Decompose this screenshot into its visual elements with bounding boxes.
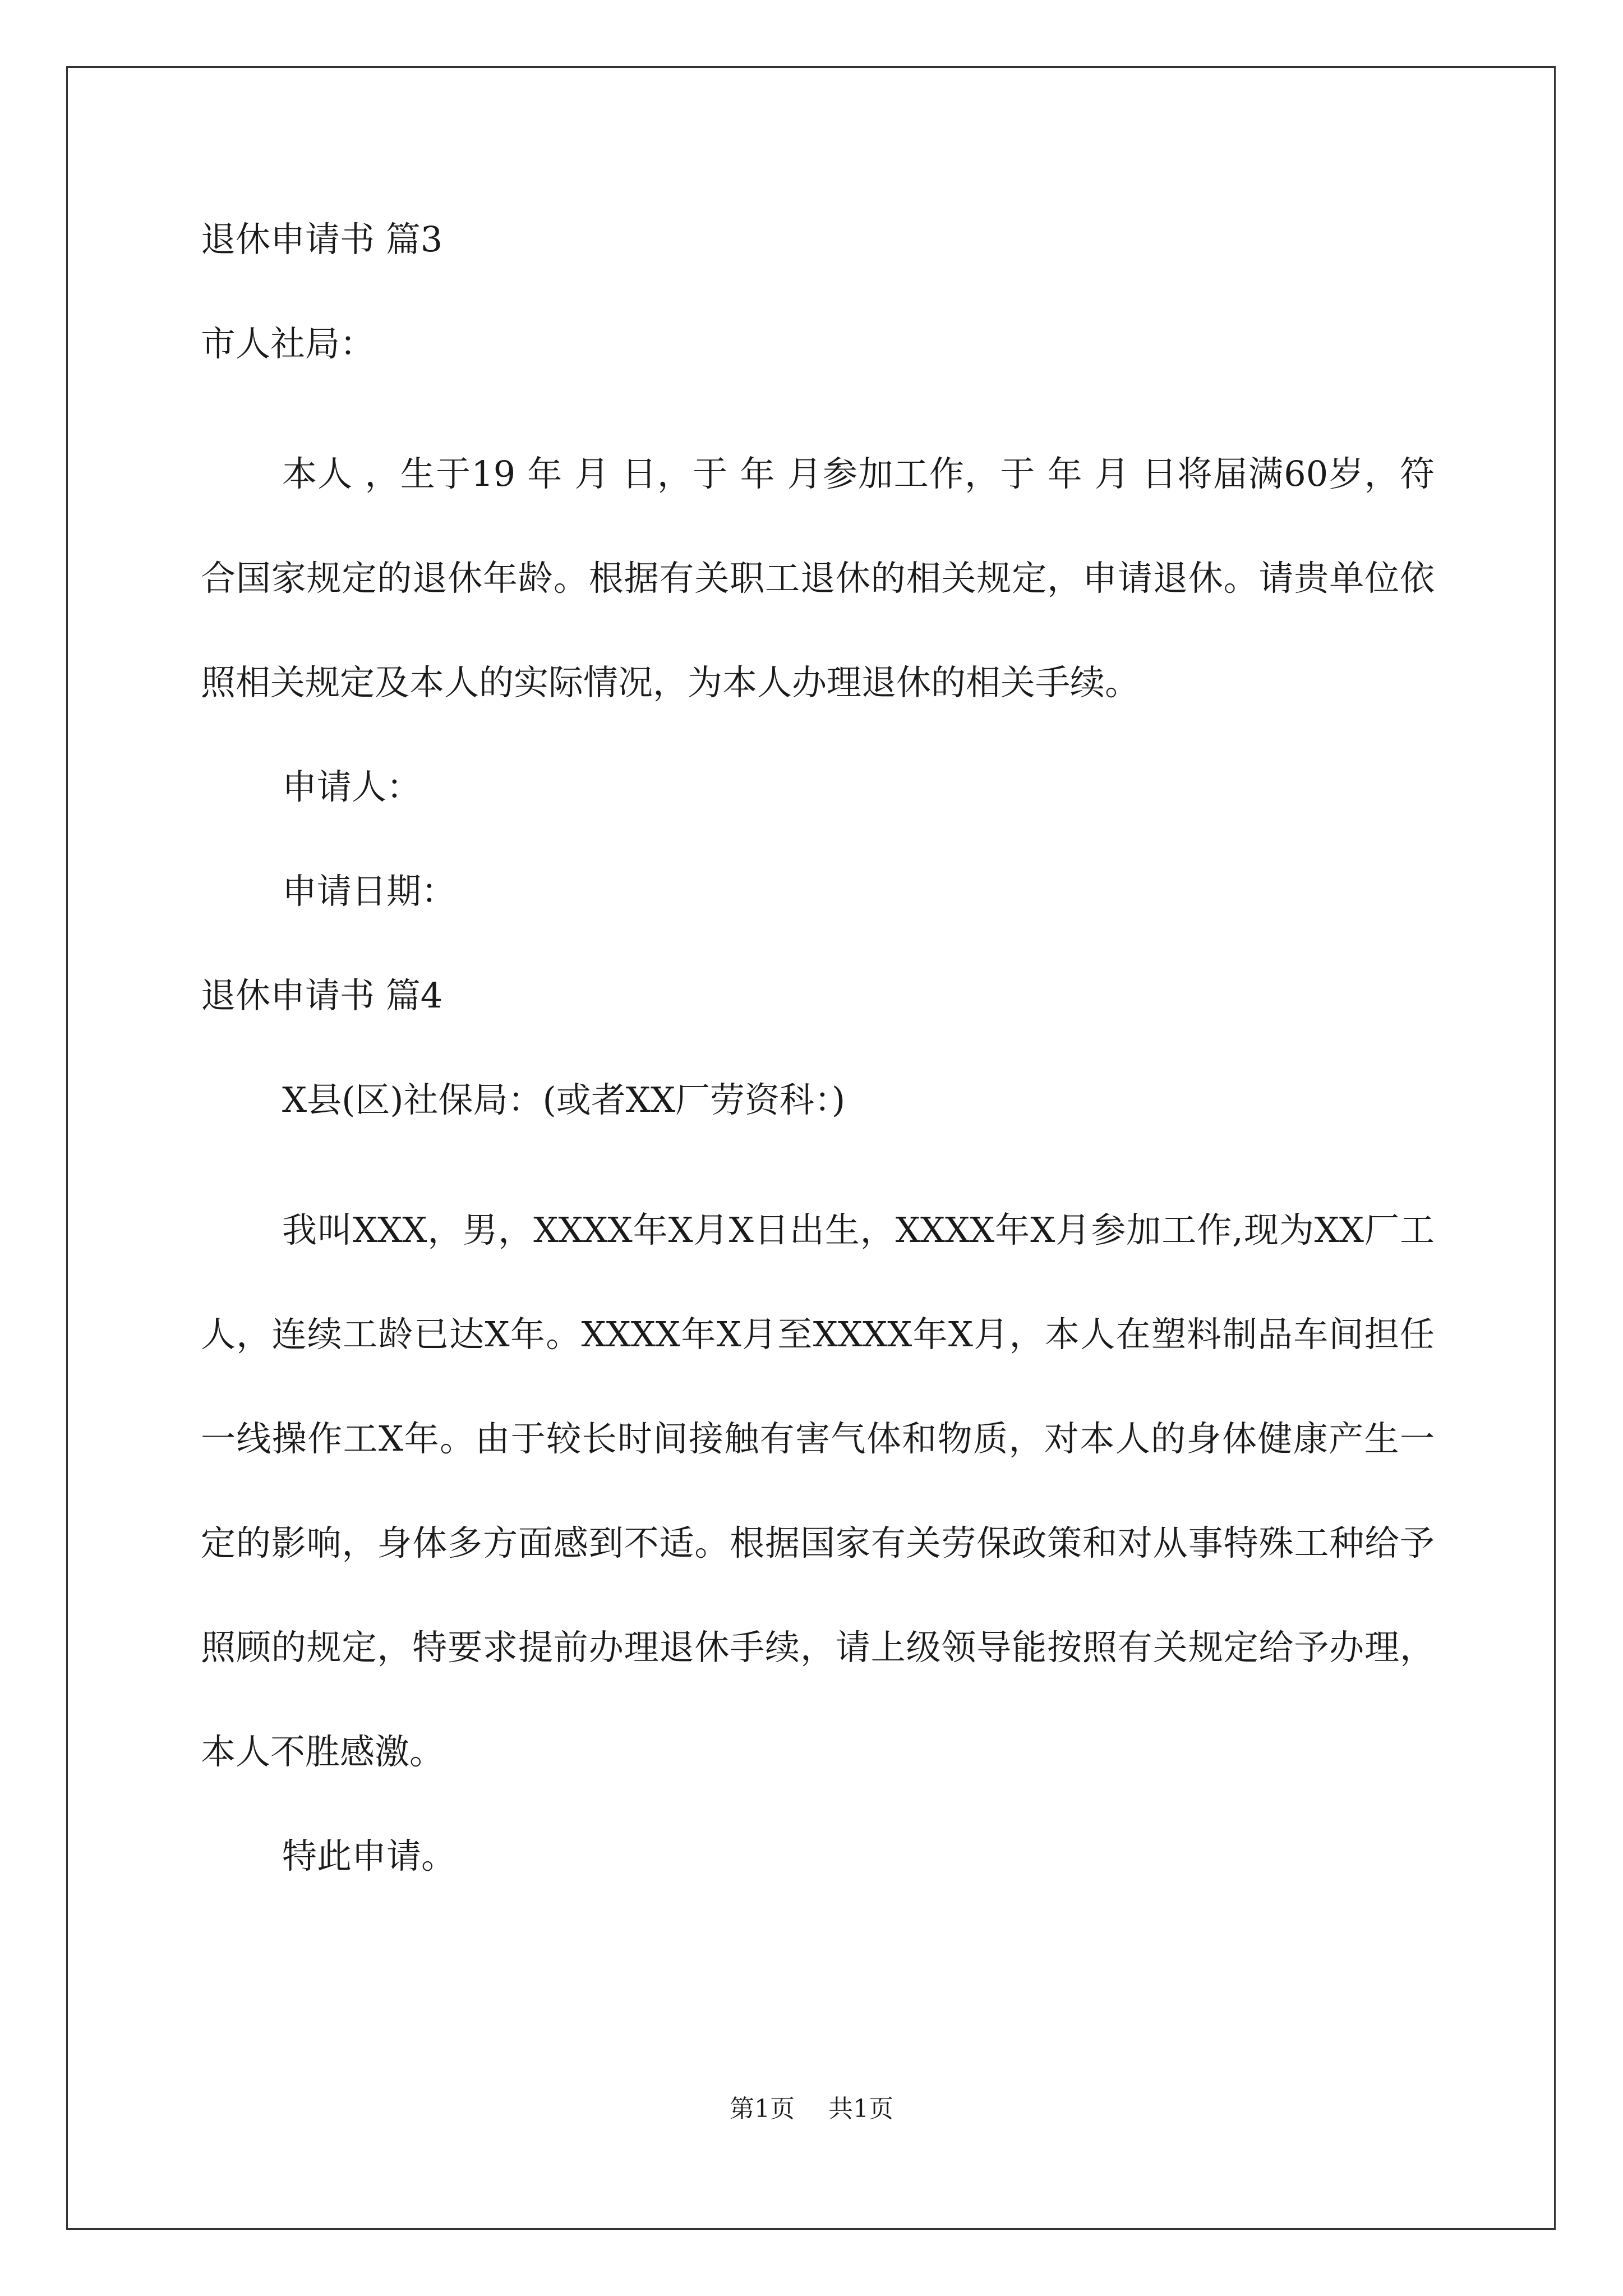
section4-salutation: X县(区)社保局：(或者XX厂劳资科：) xyxy=(282,1079,846,1120)
page-footer xyxy=(0,2092,1623,2126)
closing-text: 特此申请。 xyxy=(282,1835,457,1876)
page-total: 共1页 xyxy=(828,2095,893,2123)
section3-salutation: 市人社局： xyxy=(201,323,375,364)
applicant-label: 申请人： xyxy=(282,766,422,807)
document-body xyxy=(201,213,1435,1883)
section3-body: 本人 ，生于19 年 月 日，于 年 月参加工作，于 年 月 日将届满60岁，符合国家规定的退休年龄。根据有关职工退休的相关规定，申请退休。请贵单位依照相关规定及本人的实际情况，为本人办理退休的相关手续。 xyxy=(201,453,1435,703)
section3-title: 退休申请书 篇3 xyxy=(201,219,443,260)
section4-title: 退休申请书 篇4 xyxy=(201,975,443,1016)
section4-body: 我叫XXX，男，XXXX年X月X日出生，XXXX年X月参加工作,现为XX厂工人，连续工龄已达X年。XXXX年X月至XXXX年X月，本人在塑料制品车间担任一线操作工X年。由于较长时间接触有害气体和物质，对本人的身体健康产生一定的影响，身体多方面感到不适。根据国家有关劳保政策和对从事特殊工种给予照顾的规定，特要求提前办理退休手续，请上级领导能按照有关规定给予办理，本人不胜感激。 xyxy=(201,1209,1435,1772)
date-label: 申请日期： xyxy=(282,871,457,912)
page-number: 第1页 xyxy=(730,2095,795,2123)
